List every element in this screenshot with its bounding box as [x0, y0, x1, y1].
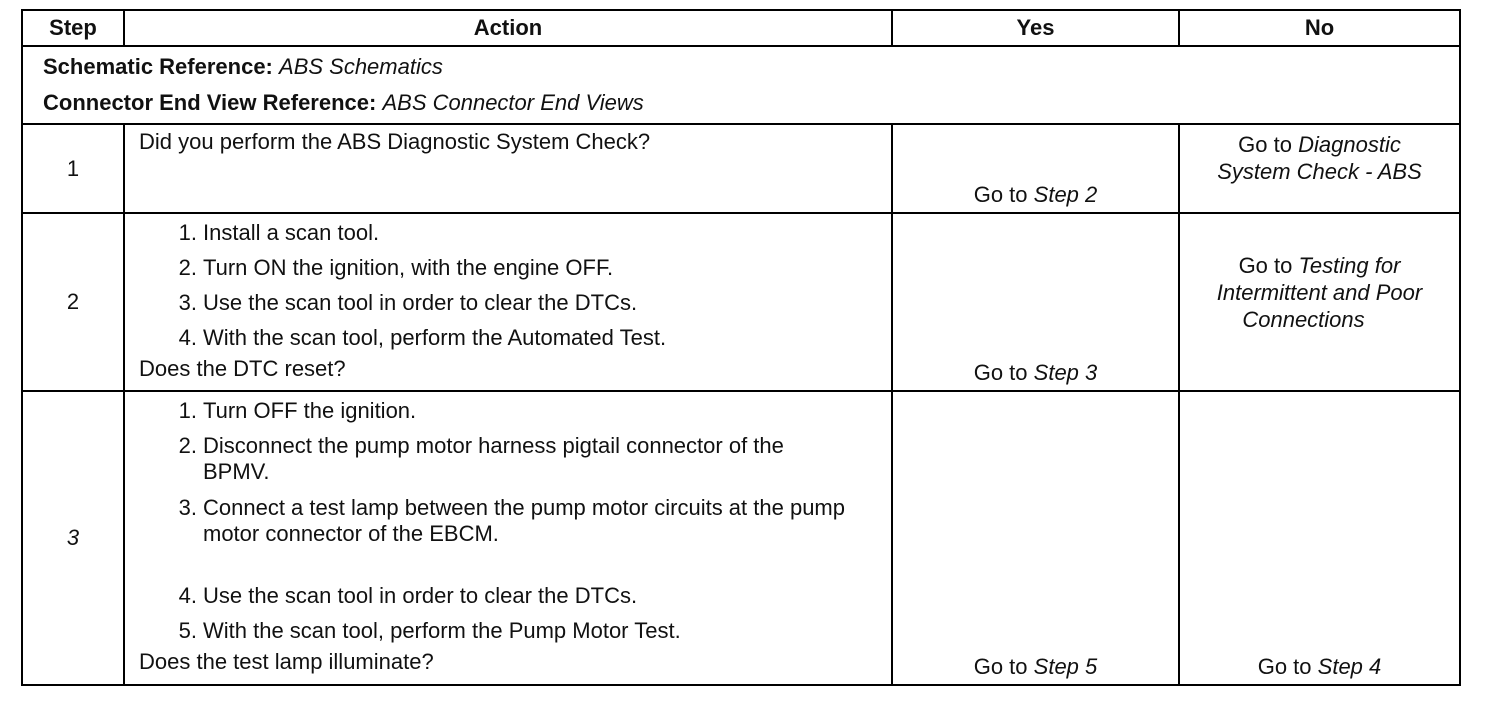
header-action: Action	[124, 10, 892, 46]
instruction-list	[139, 398, 877, 644]
action-cell	[124, 391, 892, 685]
no-line-1	[1180, 252, 1459, 279]
step-number: 2	[22, 213, 124, 391]
step-question: Did you perform the ABS Diagnostic System Check?	[139, 129, 651, 154]
list-item: 2. Disconnect the pump motor harness pigtail connector of the BPMV.	[178, 433, 784, 484]
no-cell	[1179, 213, 1460, 391]
no-cell	[1179, 124, 1460, 213]
list-item: 4. Use the scan tool in order to clear the DTCs.	[178, 583, 638, 608]
step-row-1	[22, 124, 1460, 213]
reference-row	[22, 46, 1460, 124]
no-target-link[interactable]: Step 4	[1317, 654, 1382, 679]
no-line-3[interactable]: Connections	[1242, 307, 1365, 332]
schematic-reference	[43, 51, 1459, 87]
list-item: 1. Install a scan tool.	[178, 220, 380, 245]
list-item: 2. Turn ON the ignition, with the engine OFF.	[178, 255, 614, 280]
list-item: 4. With the scan tool, perform the Automated Test.	[178, 325, 667, 350]
connector-reference	[43, 87, 1459, 123]
list-item: 1. Turn OFF the ignition.	[178, 398, 417, 423]
connector-reference-link[interactable]: ABS Connector End Views	[382, 90, 644, 115]
yes-prefix: Go to	[973, 654, 1028, 679]
yes-prefix: Go to	[973, 182, 1028, 207]
yes-target-link[interactable]: Step 2	[1033, 182, 1098, 207]
diagnostic-table	[21, 9, 1461, 686]
no-prefix: Go to	[1257, 654, 1312, 679]
header-no: No	[1179, 10, 1460, 46]
header-row	[22, 10, 1460, 46]
list-item: 3. Use the scan tool in order to clear the DTCs.	[178, 290, 638, 315]
yes-cell	[892, 124, 1179, 213]
step-number: 1	[22, 124, 124, 213]
step-row-3	[22, 391, 1460, 685]
no-line-2[interactable]: System Check - ABS	[1217, 159, 1422, 184]
list-item: 5. With the scan tool, perform the Pump Motor Test.	[178, 618, 681, 643]
step-number: 3	[22, 391, 124, 685]
no-target-link[interactable]: Diagnostic	[1298, 132, 1401, 157]
reference-cell	[22, 46, 1460, 124]
no-cell	[1179, 391, 1460, 685]
header-step: Step	[22, 10, 124, 46]
schematic-reference-link[interactable]: ABS Schematics	[279, 54, 443, 79]
step-row-2	[22, 213, 1460, 391]
no-line-2[interactable]: Intermittent and Poor	[1216, 280, 1423, 305]
yes-prefix: Go to	[973, 360, 1028, 385]
no-line-1	[1180, 131, 1459, 158]
yes-cell	[892, 391, 1179, 685]
header-yes: Yes	[892, 10, 1179, 46]
step-question: Does the DTC reset?	[139, 356, 346, 381]
instruction-list	[139, 220, 877, 351]
action-cell	[124, 124, 892, 213]
connector-reference-label: Connector End View Reference:	[43, 90, 377, 115]
schematic-reference-label: Schematic Reference:	[43, 54, 273, 79]
yes-cell	[892, 213, 1179, 391]
step-question: Does the test lamp illuminate?	[139, 649, 434, 674]
no-prefix: Go to	[1238, 132, 1292, 157]
list-item: 3. Connect a test lamp between the pump motor circuits at the pump motor connector of the EBCM.	[178, 495, 845, 546]
yes-target-link[interactable]: Step 5	[1033, 654, 1098, 679]
no-target-link[interactable]: Testing for	[1298, 253, 1401, 278]
no-prefix: Go to	[1238, 253, 1293, 278]
action-cell	[124, 213, 892, 391]
yes-target-link[interactable]: Step 3	[1033, 360, 1098, 385]
